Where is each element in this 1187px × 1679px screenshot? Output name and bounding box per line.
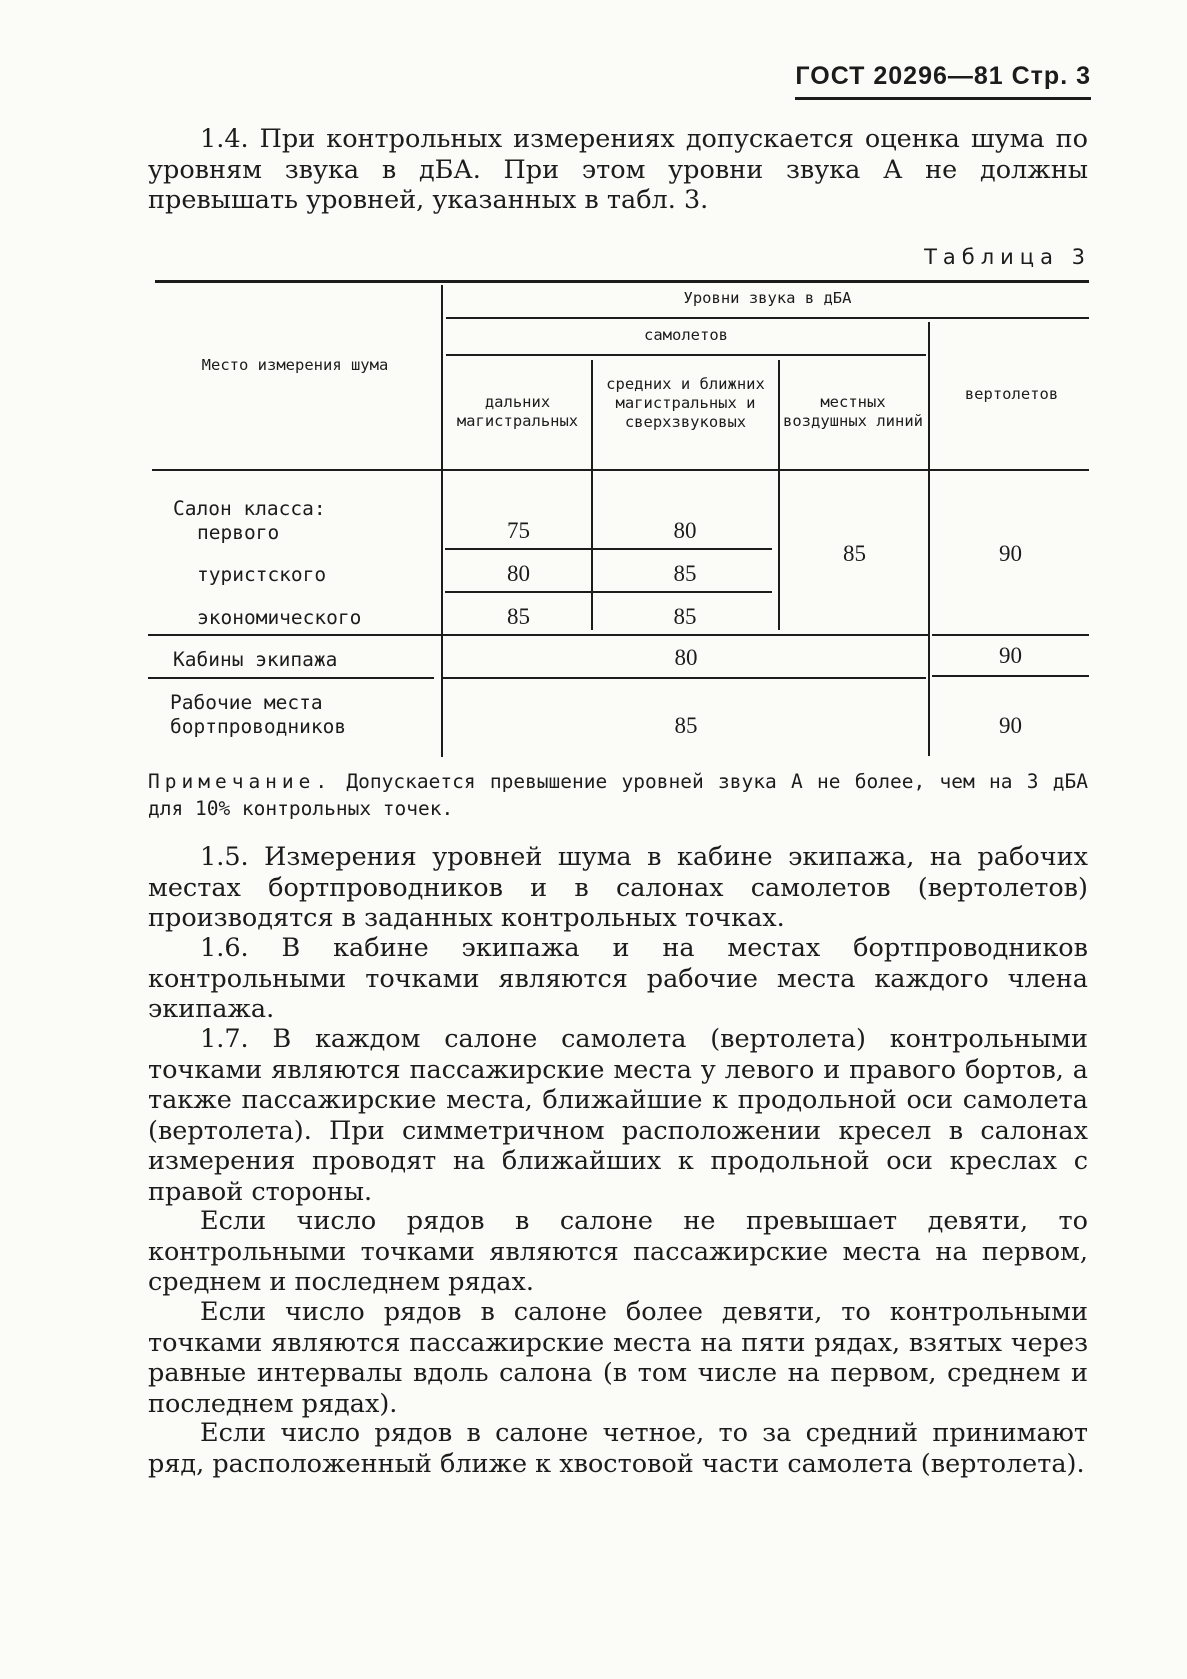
value-crew-helicopters: 90 <box>999 643 1022 668</box>
value-tourist-long: 80 <box>507 561 530 586</box>
row-first: первого <box>197 521 280 544</box>
note-text: Допускается превышение уровней звука А не более, чем на 3 дБА для 10% контрольных точек. <box>148 770 1088 820</box>
row-tourist: туристского <box>197 563 327 586</box>
note-label: Примечание. <box>148 770 333 793</box>
paragraph-1-5: 1.5. Измерения уровней шума в кабине экипажа, на рабочих местах бортпроводников и в салонах самолетов (вертолетов) производятся в заданных контрольных точках. <box>148 842 1088 933</box>
paragraph-rows-nine: Если число рядов в салоне не превышает девяти, то контрольными точками являются пассажирские места на первом, среднем и последнем рядах. <box>148 1206 1088 1297</box>
row-crew-cabin: Кабины экипажа <box>173 648 338 671</box>
value-salon-helicopters: 90 <box>999 541 1022 566</box>
value-economy-medium: 85 <box>673 604 697 629</box>
paragraph-1-7: 1.7. В каждом салоне самолета (вертолета) контрольными точками являются пассажирские места у левого и правого бортов, а также пассажирские места, ближайшие к продольной оси самолета (вертолета). При симметричном расположении кресел в салонах измерения проводят на ближайших к продольной оси креслах с правой стороны. <box>148 1024 1088 1207</box>
paragraph-1-4: 1.4. При контрольных измерениях допускается оценка шума по уровням звука в дБА. При этом уровни звука А не должны превышать уровней, указанных в табл. 3. <box>148 124 1088 215</box>
header-airplanes: самолетов <box>644 326 728 344</box>
header-levels: Уровни звука в дБА <box>683 289 852 307</box>
header-place: Место измерения шума <box>201 356 389 374</box>
table-caption: Таблица 3 <box>924 245 1091 269</box>
header-helicopters: вертолетов <box>964 385 1059 403</box>
header-long-haul: дальних магистральных <box>456 393 579 430</box>
row-flight-attendants: Рабочие места бортпроводников <box>170 691 347 738</box>
row-economy: экономического <box>197 606 362 629</box>
paragraph-rows-more: Если число рядов в салоне более девяти, то контрольными точками являются пассажирские места на пяти рядах, взятых через равные интервалы вдоль салона (в том числе на первом, среднем и последнем рядах). <box>148 1297 1088 1419</box>
header-medium-short: средних и ближних магистральных и сверхзвуковых <box>606 375 765 431</box>
value-economy-long: 85 <box>507 604 530 629</box>
table-note <box>148 768 1088 822</box>
paragraph-1-6: 1.6. В кабине экипажа и на местах бортпроводников контрольными точками являются рабочие места каждого члена экипажа. <box>148 933 1088 1024</box>
value-tourist-medium: 85 <box>673 561 697 586</box>
paragraph-rows-even: Если число рядов в салоне четное, то за средний принимают ряд, расположенный ближе к хвостовой части самолета (вертолета). <box>148 1418 1088 1479</box>
page-header: ГОСТ 20296—81 Стр. 3 <box>795 62 1091 100</box>
value-salon-local: 85 <box>843 541 866 566</box>
value-crew-airplanes: 80 <box>674 645 698 670</box>
value-attendants-helicopters: 90 <box>999 713 1022 738</box>
value-first-long: 75 <box>507 518 530 543</box>
value-attendants-airplanes: 85 <box>674 713 698 738</box>
value-first-medium: 80 <box>673 518 697 543</box>
header-local: местных воздушных линий <box>783 393 923 430</box>
row-salon-label: Салон класса: <box>173 497 326 520</box>
